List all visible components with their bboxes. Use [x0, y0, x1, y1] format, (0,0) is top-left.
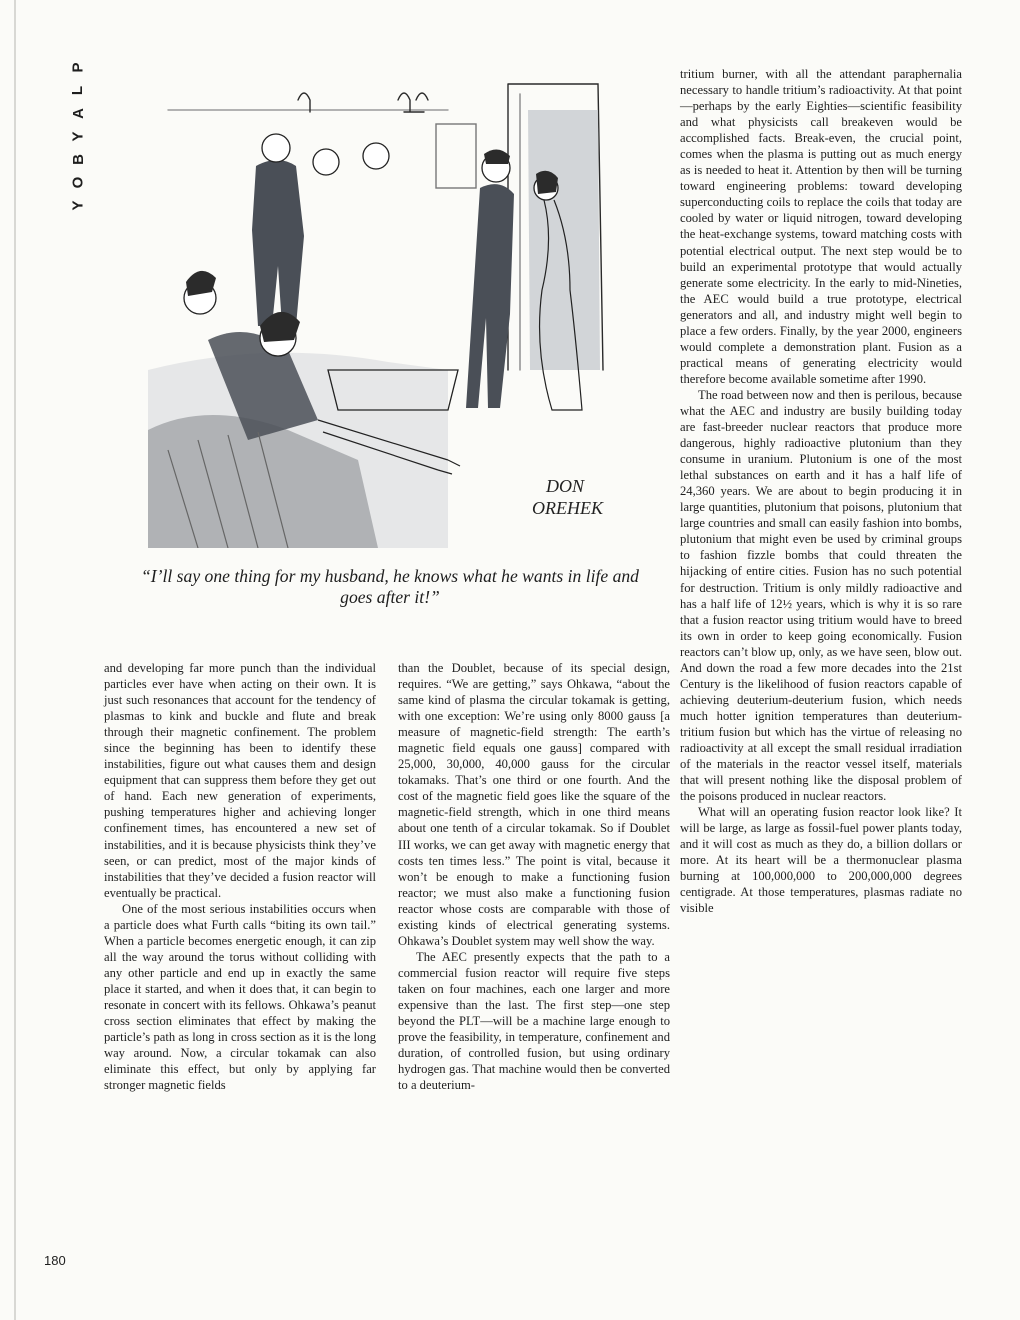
cartoon-illustration	[148, 70, 618, 548]
article-paragraph: tritium burner, with all the attendant paraphernalia necessary to handle tritium’s radioactivity. At that point—perhaps by the early Eighties—scientific feasibility and what physicists call breakeven would be accomplished facts. Break-even, the crucial point, comes when the plasma is putting out as much energy as is needed to heat it. Attention by then will be turning toward engineering problems: toward developing superconducting coils to replace the coils that today are cooled by water or liquid nitrogen, toward developing the heat-exchange systems, toward matching costs with potential electrical output. The next step would be to build an experimental prototype that would actually generate some electricity. In the early to mid-Nineties, the AEC would build a true prototype, electrical generators and all, and industry might well begin to place a few orders. Finally, by the year 2000, engineers would complete a demonstration plant. Fusion as a practical means of generating electricity would therefore become available sometime after 1990.	[680, 67, 962, 386]
article-column-2	[398, 660, 670, 1093]
masthead-letter: L	[69, 85, 87, 96]
masthead-letter: A	[69, 108, 87, 119]
cartoonist-signature: OREHEK	[532, 498, 603, 518]
article-paragraph: One of the most serious instabilities occurs when a particle does what Furth calls “biting its own tail.” When a particle becomes energetic enough, it can zip all the way around the torus without colliding with any other particle and end up in exactly the same place it started, and when it does that, it can begin to resonate in concert with its fellows. Ohkawa’s peanut cross section eliminates that effect by making the particle’s path as long in cross section as it is the long way around. Now, a circular tokamak can also eliminate this effect, but only by applying far stronger magnetic fields	[104, 901, 376, 1093]
article-column-3	[680, 66, 962, 916]
cartoon-caption: “I’ll say one thing for my husband, he knows what he wants in life and goes after it!”	[141, 566, 639, 607]
article-paragraph: than the Doublet, because of its special design, requires. “We are getting,” says Ohkawa, “about the same kind of plasma the circular tokamak is getting, with one exception: We’re using only 8000 gauss [a measure of magnetic-field strength: The earth’s magnetic field equals one gauss] compared with 25,000, 30,000, 40,000 gauss for the circular tokamaks. That’s one third or one fourth. And the cost of the magnetic field goes like the square of the magnetic-field strength, which in one third means about one tenth of a circular tokamak. So if Doublet III works, we can get away with magnetic energy that costs ten times less.” The point is vital, because it won’t be enough to make a functioning fusion reactor; we must also make a functioning fusion reactor whose costs are comparable with those of existing kinds of electrical generating systems. Ohkawa’s Doublet system may well show the way.	[398, 661, 670, 948]
masthead-letter: Y	[69, 131, 87, 142]
masthead-letter: O	[69, 176, 87, 189]
masthead-letter: Y	[69, 200, 87, 211]
article-paragraph: What will an operating fusion reactor look like? It will be large, as large as fossil-fuel power plants today, and it will cost as much as they do, a billion dollars or more. At its heart will be a thermonuclear plasma burning at 100,000,000 to 200,000,000 degrees centigrade. At those temperatures, plasmas radiate no visible	[680, 805, 962, 916]
cartoonist-signature: DON	[546, 476, 585, 496]
article-paragraph: The road between now and then is perilous, because what the AEC and industry are busily building today are fast-breeder nuclear reactors that produce more dangerous, highly radioactive plutonium than they consume in uranium. Plutonium is one of the most lethal substances on earth and it has a half life of 24,360 years. We are about to begin producing it in large quantities, plutonium that poisons, plutonium that large countries and small can easily fashion into bombs, plutonium that might even be used by criminal groups to fashion fizzle bombs that could threaten the hijacking of entire cities. Fusion has no such potential for destruction. Tritium is only mildly radioactive and has a half life of 12½ years, which is why it is so rare that a fusion reactor using tritium would have to breed its own in order to keep going economically. Fusion reactors can’t blow up, only, as we have seen, blow out. And down the road a few more decades into the 21st Century is the likelihood of fusion reactors capable of achieving deuterium-deuterium fusion, which needs much hotter ignition temperatures than deuterium-tritium fusion but which has the virtue of releasing no radioactivity at all except the small residual irradiation of the materials in the reactor vessel itself, materials that will present nothing like the disposal problem of the poisons produced in nuclear reactors.	[680, 387, 963, 804]
article-column-1	[104, 660, 376, 1093]
page-number: 180	[44, 1253, 66, 1268]
page-gutter-rule	[14, 0, 16, 1320]
article-paragraph: The AEC presently expects that the path to a commercial fusion reactor will require five steps taken on four machines, each one larger and more expensive than the last. The first step—one step beyond the PLT—will be a machine large enough to prove the feasibility, in temperature, confinement and duration, of controlled fusion, but using ordinary hydrogen gas. That machine would then be converted to a deuterium-	[398, 949, 670, 1093]
magazine-masthead	[66, 56, 90, 217]
article-paragraph: and developing far more punch than the individual particles ever have when acting on their own. It is just such resonances that account for the tendency of plasmas to kink and buckle and flute and break through their magnetic confinement. The problem since the beginning has been to identify these instabilities, figure out what causes them and design equipment that can suppress them before they get out of hand. Each new generation of experiments, pushing temperatures higher and achieving longer confinement times, has encountered a new set of instabilities, and it is because physicists think they’ve seen, or can predict, most of the major kinds of instabilities that they’ve decided a fusion reactor will eventually be practical.	[104, 661, 376, 900]
masthead-letter: P	[69, 62, 87, 73]
masthead-letter: B	[69, 154, 87, 165]
